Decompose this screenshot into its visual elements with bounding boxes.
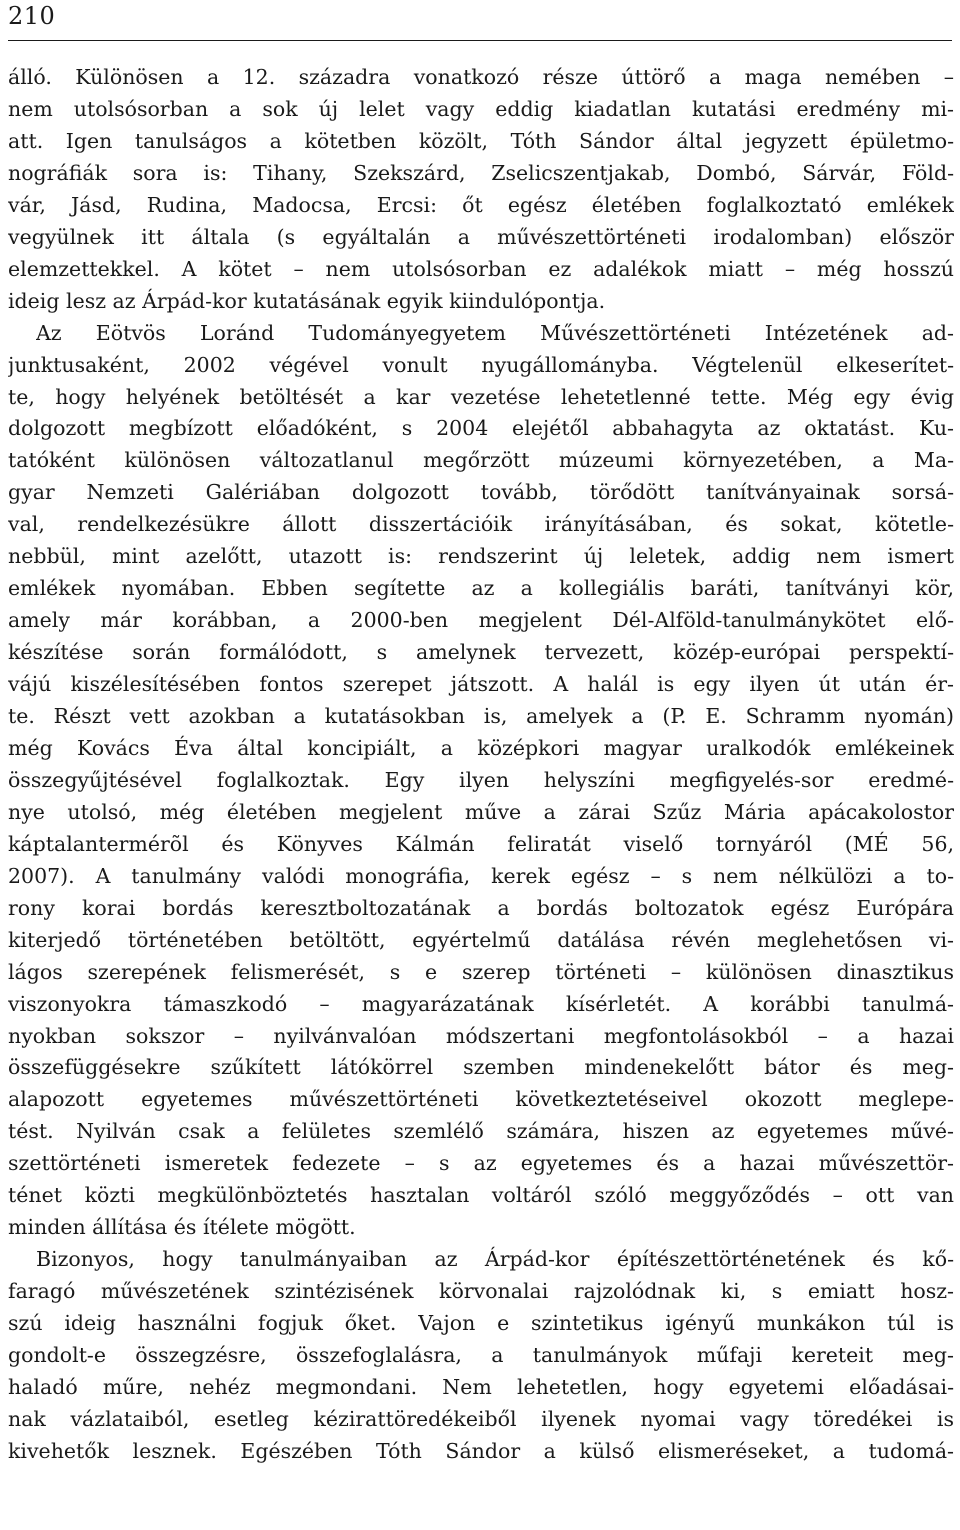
text-line: ténet közti megkülönböztetés hasztalan voltáról szóló meggyőződés – ott van [8, 1183, 954, 1208]
text-line: nem utolsósorban a sok új lelet vagy eddig kiadatlan kutatási eredmény mi- [8, 97, 954, 121]
text-line: gyar Nemzeti Galériában dolgozott tovább, törődött tanítványainak sorsá- [8, 480, 954, 505]
text-line: vájú kiszélesítésében fontos szerepet játszott. A halál is egy ilyen út után ér- [8, 672, 954, 696]
text-line: 2007). A tanulmány valódi monográfia, kerek egész – s nem nélkülözi a to- [8, 863, 954, 888]
text-line: káptalantermérõl és Könyves Kálmán feliratát viselő tornyáról (MÉ 56, [8, 831, 954, 856]
text-line: álló. Különösen a 12. századra vonatkozó része úttörő a maga nemében – [8, 65, 954, 89]
text-line: val, rendelkezésükre állott disszertációik irányításában, és sokat, kötetle- [8, 512, 954, 537]
text-line: tést. Nyilván csak a felületes szemlélő számára, hiszen az egyetemes művé- [8, 1119, 954, 1144]
text-line: te, hogy helyének betöltését a kar vezetése lehetetlenné tette. Még egy évig [8, 384, 954, 409]
text-line: szettörténeti ismeretek fedezete – s az egyetemes és a hazai művészettör- [8, 1151, 954, 1176]
text-line: gondolt-e összegzésre, összefoglalásra, a tanulmányok műfaji kereteit meg- [8, 1343, 954, 1367]
text-line: készítése során formálódott, s amelynek tervezett, közép-európai perspektí- [8, 640, 954, 665]
text-line: emlékek nyomában. Ebben segítette az a kollegiális baráti, tanítványi kör, [8, 576, 954, 601]
text-line: vár, Jásd, Rudina, Madocsa, Ercsi: őt egész életében foglalkoztató emlékek [8, 192, 954, 217]
text-line: nye utolsó, még életében megjelent műve a zárai Szűz Mária apácakolostor [8, 799, 954, 824]
text-line: junktusaként, 2002 végével vonult nyugállományba. Végtelenül elkeserítet- [8, 352, 954, 377]
text-line: ideig lesz az Árpád-kor kutatásának egyik kiindulópontja. [8, 288, 606, 313]
text-line: faragó művészetének szintézisének körvonalai rajzolódnak ki, s emiatt hosz- [8, 1279, 954, 1304]
text-line: rony korai bordás keresztboltozatának a bordás boltozatok egész Európára [8, 895, 954, 920]
text-line: összegyűjtésével foglalkoztak. Egy ilyen helyszíni megfigyelés-sor eredmé- [8, 767, 954, 792]
text-line: nebbül, mint azelőtt, utazott is: rendszerint új leletek, addig nem ismert [8, 544, 954, 569]
text-line: még Kovács Éva által koncipiált, a középkori magyar uralkodók emlékeinek [8, 735, 954, 760]
text-line: szú ideig használni fogjuk őket. Vajon e szintetikus igényű munkákon túl is [8, 1311, 954, 1335]
text-line: amely már korábban, a 2000-ben megjelent Dél-Alföld-tanulmánykötet elő- [8, 608, 954, 633]
text-line: Az Eötvös Loránd Tudományegyetem Művészettörténeti Intézetének ad- [36, 320, 954, 345]
text-line: vegyülnek itt általa (s egyáltalán a művészettörténeti irodalomban) először [8, 224, 954, 249]
text-line: te. Részt vett azokban a kutatásokban is, amelyek a (P. E. Schramm nyomán) [8, 704, 954, 728]
text-line: elemzettekkel. A kötet – nem utolsósorban ez adalékok miatt – még hosszú [8, 256, 954, 281]
text-line: tatóként különösen változatlanul megőrzött múzeumi környezetében, a Ma- [8, 448, 954, 473]
text-line: Bizonyos, hogy tanulmányaiban az Árpád-kor építészettörténetének és kő- [36, 1247, 954, 1272]
text-line: kivehetők lesznek. Egészében Tóth Sándor a külső elismeréseket, a tudomá- [8, 1438, 954, 1463]
text-line: haladó műre, nehéz megmondani. Nem lehetetlen, hogy egyetemi előadásai- [8, 1375, 954, 1399]
text-line: att. Igen tanulságos a kötetben közölt, Tóth Sándor által jegyzett épületmo- [8, 128, 954, 153]
text-line: lágos szerepének felismerését, s e szerep történeti – különösen dinasztikus [8, 959, 954, 984]
text-line: nyokban sokszor – nyilvánvalóan módszertani megfontolásokból – a hazai [8, 1023, 954, 1048]
text-line: alapozott egyetemes művészettörténeti következtetéseivel okozott meglepe- [8, 1087, 954, 1112]
text-line: nográfiák sora is: Tihany, Szekszárd, Zselicszentjakab, Dombó, Sárvár, Föld- [8, 160, 954, 185]
text-line: viszonyokra támaszkodó – magyarázatának kísérletét. A korábbi tanulmá- [8, 991, 954, 1016]
text-line: nak vázlataiból, esetleg kézirattöredékeiből ilyenek nyomai vagy töredékei is [8, 1406, 954, 1431]
text-line: összefüggésekre szűkített látókörrel szemben mindenekelőtt bátor és meg- [8, 1055, 954, 1080]
text-line: dolgozott megbízott előadóként, s 2004 elejétől abbahagyta az oktatást. Ku- [8, 416, 954, 441]
text-line: minden állítása és ítélete mögött. [8, 1215, 356, 1240]
text-line: kiterjedő történetében betöltött, egyértelmű datálása révén meglehetősen vi- [8, 927, 954, 952]
page-number: 210 [8, 2, 56, 30]
